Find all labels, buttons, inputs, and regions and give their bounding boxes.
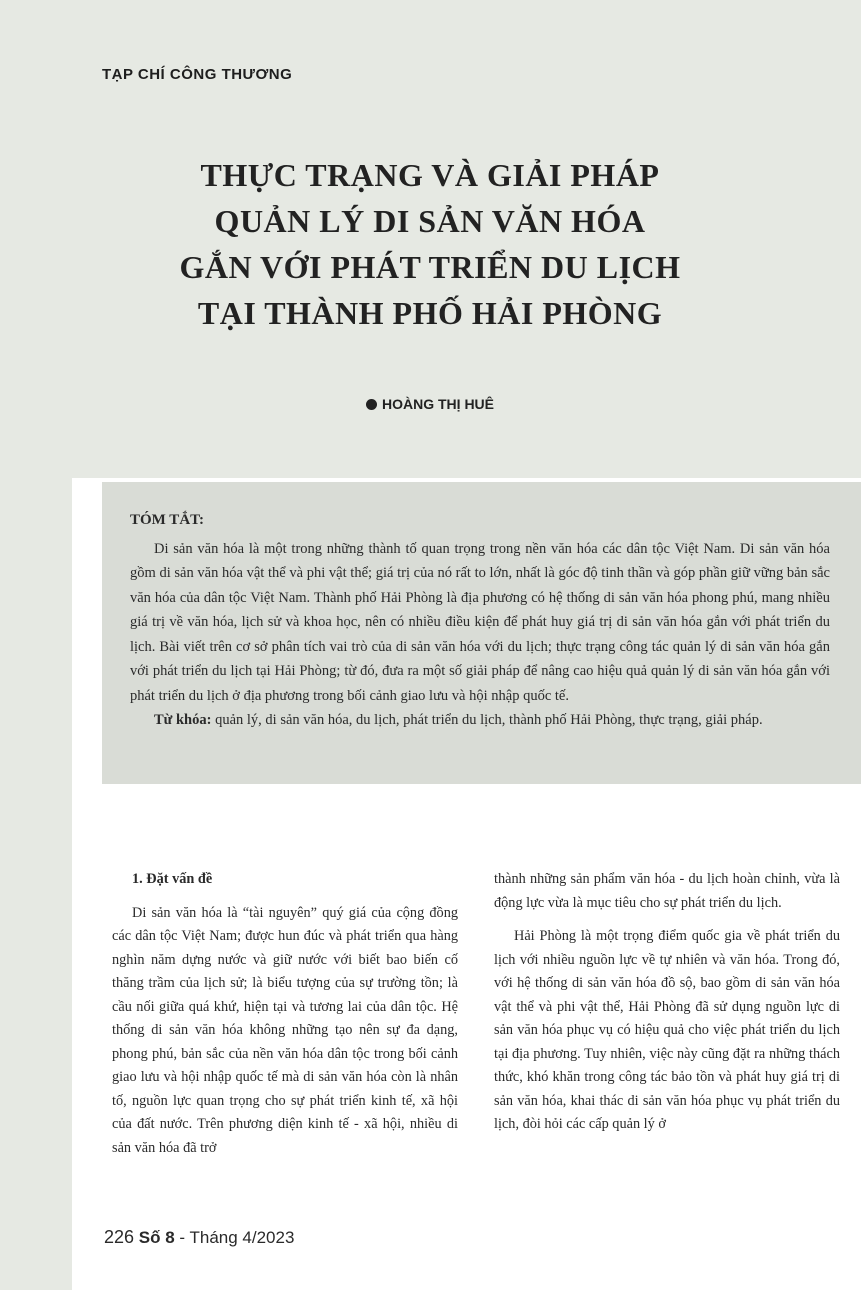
author-line (330, 396, 530, 412)
article-title (130, 152, 730, 336)
keywords-label: Từ khóa: (154, 712, 212, 728)
journal-name: TẠP CHÍ CÔNG THƯƠNG (102, 66, 293, 83)
abstract-text: Di sản văn hóa là một trong những thành tố quan trọng trong nền văn hóa các dân tộc Việt Nam. Di sản văn hóa gồm di sản văn hóa vật thể và phi vật thể; giá trị của nó rất to lớn, nhất là góc độ tinh thần và góp phần giữ vững bản sắc văn hóa của dân tộc Việt Nam. Thành phố Hải Phòng là địa phương có hệ thống di sản văn hóa phong phú, mang nhiều giá trị về văn hóa, lịch sử và khoa học, nên có nhiều điều kiện để phát huy giá trị di sản văn hóa gắn với phát triển du lịch. Bài viết trên cơ sở phân tích vai trò của di sản văn hóa với du lịch; thực trạng công tác quản lý di sản văn hóa gắn với phát triển du lịch tại Hải Phòng; từ đó, đưa ra một số giải pháp để nâng cao hiệu quả quản lý di sản văn hóa gắn với phát triển du lịch ở địa phương trong bối cảnh giao lưu và hội nhập quốc tế. (130, 540, 830, 704)
keywords (130, 708, 830, 733)
side-color-strip (0, 0, 72, 1290)
body-column-right (494, 868, 840, 1137)
abstract-label: TÓM TẮT: (130, 512, 205, 528)
title-line: THỰC TRẠNG VÀ GIẢI PHÁP (200, 157, 660, 193)
author-name: HOÀNG THỊ HUÊ (382, 396, 494, 412)
page-footer (104, 1227, 294, 1248)
body-paragraph: Di sản văn hóa là “tài nguyên” quý giá của cộng đồng các dân tộc Việt Nam; được hun đúc và phát triển qua hàng nghìn năm dựng nước và giữ nước với biết bao biến cố thăng trầm của lịch sử; là biểu tượng của sự trường tồn; là cầu nối giữa quá khứ, hiện tại và tương lai của dân tộc. Hệ thống di sản văn hóa không những tạo nên sự đa dạng, phong phú, bản sắc của nền văn hóa dân tộc trong bối cảnh giao lưu và hội nhập quốc tế mà di sản văn hóa còn là nhân tố, nguồn lực quan trọng cho sự phát triển kinh tế, xã hội của đất nước. Trên phương diện kinh tế - xã hội, nhiều di sản văn hóa đã trở (112, 904, 458, 1156)
title-line: GẮN VỚI PHÁT TRIỂN DU LỊCH (179, 249, 681, 285)
issue-number: Số 8 (138, 1228, 175, 1247)
abstract (130, 508, 830, 733)
body-column-left (112, 868, 458, 1160)
footer-separator: - (174, 1228, 190, 1247)
title-line: TẠI THÀNH PHỐ HẢI PHÒNG (197, 295, 663, 331)
page-number: 226 (104, 1227, 135, 1247)
title-line: QUẢN LÝ DI SẢN VĂN HÓA (214, 203, 646, 239)
body-paragraph: thành những sản phẩm văn hóa - du lịch hoàn chỉnh, vừa là động lực vừa là mục tiêu cho sự phát triển du lịch. (494, 871, 840, 911)
keywords-text: quản lý, di sản văn hóa, du lịch, phát triển du lịch, thành phố Hải Phòng, thực trạng, giải pháp. (215, 712, 763, 728)
issue-date: Tháng 4/2023 (189, 1228, 295, 1247)
section-heading: 1. Đặt vấn đề (132, 871, 213, 887)
body-paragraph: Hải Phòng là một trọng điểm quốc gia về phát triển du lịch với nhiều nguồn lực về tự nhiên và văn hóa. Trong đó, với hệ thống di sản văn hóa đồ sộ, bao gồm di sản văn hóa vật thể và phi vật thể, Hải Phòng đã sử dụng nguồn lực di sản văn hóa phục vụ có hiệu quả cho việc phát triển du lịch tại địa phương. Tuy nhiên, việc này cũng đặt ra những thách thức, khó khăn trong công tác bảo tồn và phát huy giá trị di sản văn hóa, khai thác di sản văn hóa phục vụ phát triển du lịch, đòi hỏi các cấp quản lý ở (494, 928, 840, 1132)
bullet-icon (366, 399, 377, 410)
